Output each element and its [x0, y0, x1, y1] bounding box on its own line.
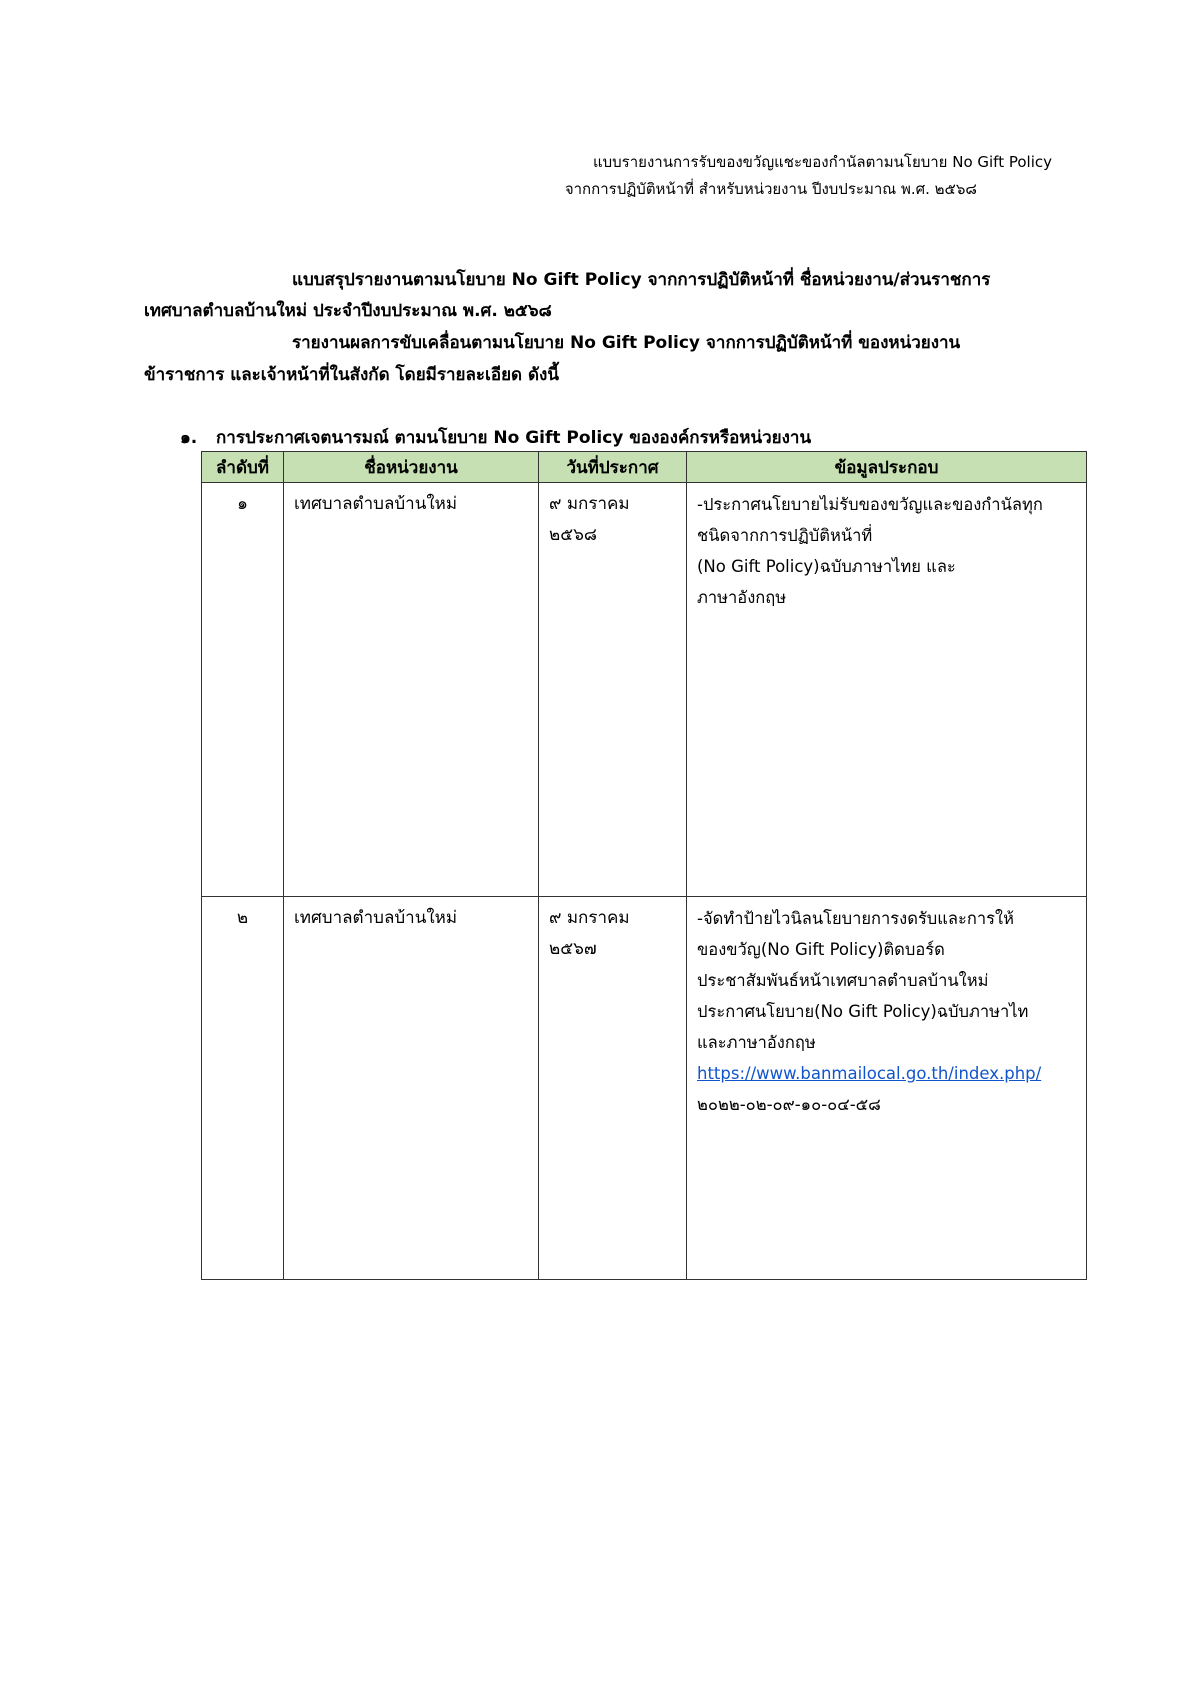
- table-header-row: [202, 452, 1087, 483]
- info-line: -จัดทำป้ายไวนิลนโยบายการงดรับและการให้: [697, 909, 1014, 928]
- cell-announce-date: [539, 483, 687, 897]
- date-year: ๒๕๖๗: [549, 939, 597, 959]
- header-unit-name: ชื่อหน่วยงาน: [284, 452, 539, 483]
- header-announce-date: วันที่ประกาศ: [539, 452, 687, 483]
- report-form-title: แบบรายงานการรับของขวัญแชะของกำนัลตามนโยบาย No Gift Policy: [592, 153, 1052, 171]
- section-title: การประกาศเจตนารมณ์ ตามนโยบาย No Gift Policy ขององค์กรหรือหน่วยงาน: [216, 428, 812, 448]
- date-year: ๒๕๖๘: [549, 525, 597, 545]
- announcement-table: [201, 451, 1087, 1280]
- cell-seq: ๒: [202, 897, 284, 1280]
- cell-announce-date: [539, 897, 687, 1280]
- info-line: -ประกาศนโยบายไม่รับของขวัญและของกำนัลทุก: [697, 495, 1043, 514]
- report-paragraph-line-1: รายงานผลการขับเคลื่อนตามนโยบาย No Gift Policy จากการปฏิบัติหน้าที่ ของหน่วยงาน: [292, 333, 961, 353]
- info-line: ชนิดจากการปฏิบัติหน้าที่: [697, 526, 873, 545]
- website-link[interactable]: https://www.banmailocal.go.th/index.php/: [697, 1064, 1042, 1083]
- table-row: [202, 897, 1087, 1280]
- cell-unit-name: เทศบาลตำบลบ้านใหม่: [284, 483, 539, 897]
- cell-supporting-info: [687, 897, 1087, 1280]
- header-seq: ลำดับที่: [202, 452, 284, 483]
- report-paragraph-line-2: ข้าราชการ และเจ้าหน้าที่ในสังกัด โดยมีรายละเอียด ดังนี้: [144, 365, 559, 385]
- cell-unit-name: เทศบาลตำบลบ้านใหม่: [284, 897, 539, 1280]
- report-form-subtitle: จากการปฏิบัติหน้าที่ สำหรับหน่วยงาน ปีงบประมาณ พ.ศ. ๒๕๖๘: [564, 180, 977, 198]
- summary-paragraph-line-2: เทศบาลตำบลบ้านใหม่ ประจำปีงบประมาณ พ.ศ. ๒๕๖๘: [144, 301, 552, 321]
- info-line: ประกาศนโยบาย(No Gift Policy)ฉบับภาษาไท: [697, 1002, 1029, 1021]
- table-row: [202, 483, 1087, 897]
- cell-supporting-info: [687, 483, 1087, 897]
- section-heading: [180, 424, 811, 451]
- info-line: ภาษาอังกฤษ: [697, 588, 787, 607]
- cell-seq: ๑: [202, 483, 284, 897]
- header-supporting-info: ข้อมูลประกอบ: [687, 452, 1087, 483]
- info-line: ประชาสัมพันธ์หน้าเทศบาลตำบลบ้านใหม่: [697, 971, 989, 990]
- info-line: ของขวัญ(No Gift Policy)ติดบอร์ด: [697, 940, 945, 959]
- info-line: และภาษาอังกฤษ: [697, 1033, 816, 1052]
- link-path-suffix: ๒๐๒๒-๐๒-๐๙-๑๐-๐๔-๕๘: [697, 1095, 881, 1114]
- date-day-month: ๙ มกราคม: [549, 908, 630, 928]
- info-line: (No Gift Policy)ฉบับภาษาไทย และ: [697, 557, 956, 576]
- date-day-month: ๙ มกราคม: [549, 494, 630, 514]
- section-number: ๑.: [180, 428, 198, 448]
- summary-paragraph-line-1: แบบสรุปรายงานตามนโยบาย No Gift Policy จากการปฏิบัติหน้าที่ ชื่อหน่วยงาน/ส่วนราชการ: [292, 270, 991, 290]
